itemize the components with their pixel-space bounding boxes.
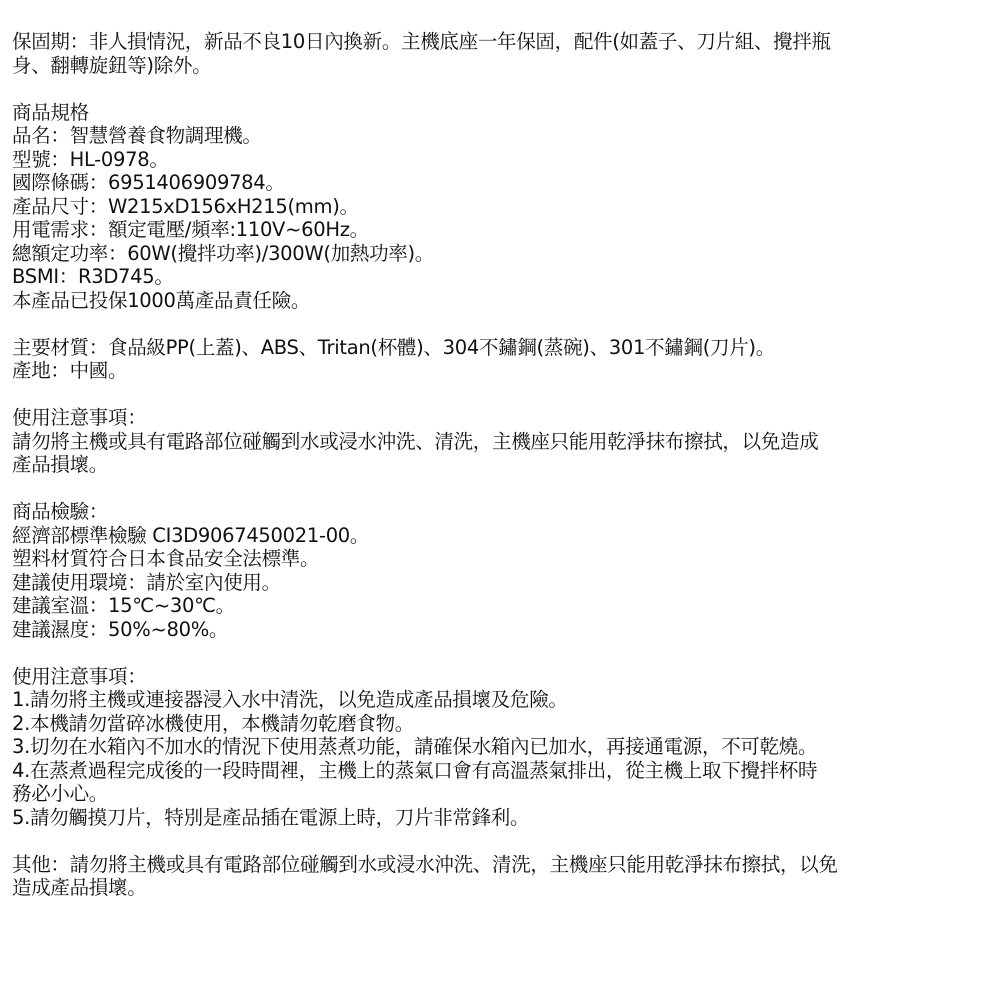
precaution-item: 務必小心。 — [12, 782, 109, 805]
other-section — [12, 853, 992, 900]
inspection-line: 建議使用環境：請於室內使用。 — [12, 570, 281, 594]
spec-heading: 商品規格 — [12, 100, 89, 124]
spec-line: 型號：HL-0978。 — [12, 147, 169, 171]
precaution-item: 5.請勿觸摸刀片，特別是產品插在電源上時，刀片非常鋒利。 — [12, 805, 530, 829]
inspection-line: 經濟部標準檢驗 CI3D9067450021-00。 — [12, 523, 370, 547]
product-info-document — [12, 30, 992, 923]
precautions-heading: 使用注意事項： — [12, 664, 147, 688]
spec-line: 產品尺寸：W215xD156xH215(mm)。 — [12, 194, 359, 218]
origin-line: 產地：中國。 — [12, 359, 128, 382]
warranty-line: 身、翻轉旋鈕等)除外。 — [12, 53, 212, 77]
other-line: 其他：請勿將主機或具有電路部位碰觸到水或浸水沖洗、清洗，主機座只能用乾淨抹布擦拭，以免 — [12, 852, 838, 876]
precaution-item: 2.本機請勿當碎冰機使用，本機請勿乾磨食物。 — [12, 711, 415, 735]
usage-notes-line: 產品損壞。 — [12, 453, 109, 476]
inspection-heading: 商品檢驗： — [12, 500, 109, 523]
warranty-section — [12, 30, 992, 77]
warranty-line: 保固期：非人損情況，新品不良10日內換新。主機底座一年保固，配件(如蓋子、刀片組、攪拌瓶 — [12, 30, 831, 53]
inspection-section — [12, 500, 992, 641]
materials-line: 主要材質：食品級PP(上蓋)、ABS、Tritan(杯體)、304不鏽鋼(蒸碗)、301不鏽鋼(刀片)。 — [12, 335, 775, 359]
precautions-section — [12, 665, 992, 830]
usage-notes-section — [12, 406, 992, 477]
materials-section — [12, 336, 992, 383]
spec-line: 國際條碼：6951406909784。 — [12, 171, 285, 194]
spec-line: BSMI：R3D745。 — [12, 265, 174, 288]
inspection-line: 建議室溫：15℃~30℃。 — [12, 594, 235, 617]
spec-line: 品名：智慧營養食物調理機。 — [12, 124, 262, 147]
other-line: 造成產品損壞。 — [12, 876, 147, 899]
precaution-item: 1.請勿將主機或連接器浸入水中清洗，以免造成產品損壞及危險。 — [12, 688, 568, 711]
usage-notes-heading: 使用注意事項： — [12, 406, 147, 429]
spec-line: 用電需求：額定電壓/頻率:110V~60Hz。 — [12, 218, 369, 241]
spec-line: 總額定功率：60W(攪拌功率)/300W(加熱功率)。 — [12, 241, 434, 265]
inspection-line: 塑料材質符合日本食品安全法標準。 — [12, 547, 320, 570]
inspection-line: 建議濕度：50%~80%。 — [12, 617, 229, 641]
usage-notes-line: 請勿將主機或具有電路部位碰觸到水或浸水沖洗、清洗，主機座只能用乾淨抹布擦拭，以免造成 — [12, 429, 819, 453]
specifications-section — [12, 101, 992, 313]
spec-line: 本產品已投保1000萬產品責任險。 — [12, 288, 311, 312]
precaution-item: 4.在蒸煮過程完成後的一段時間裡，主機上的蒸氣口會有高溫蒸氣排出，從主機上取下攪拌杯時 — [12, 758, 818, 782]
precaution-item: 3.切勿在水箱內不加水的情況下使用蒸煮功能，請確保水箱內已加水，再接通電源，不可乾燒。 — [12, 735, 818, 758]
